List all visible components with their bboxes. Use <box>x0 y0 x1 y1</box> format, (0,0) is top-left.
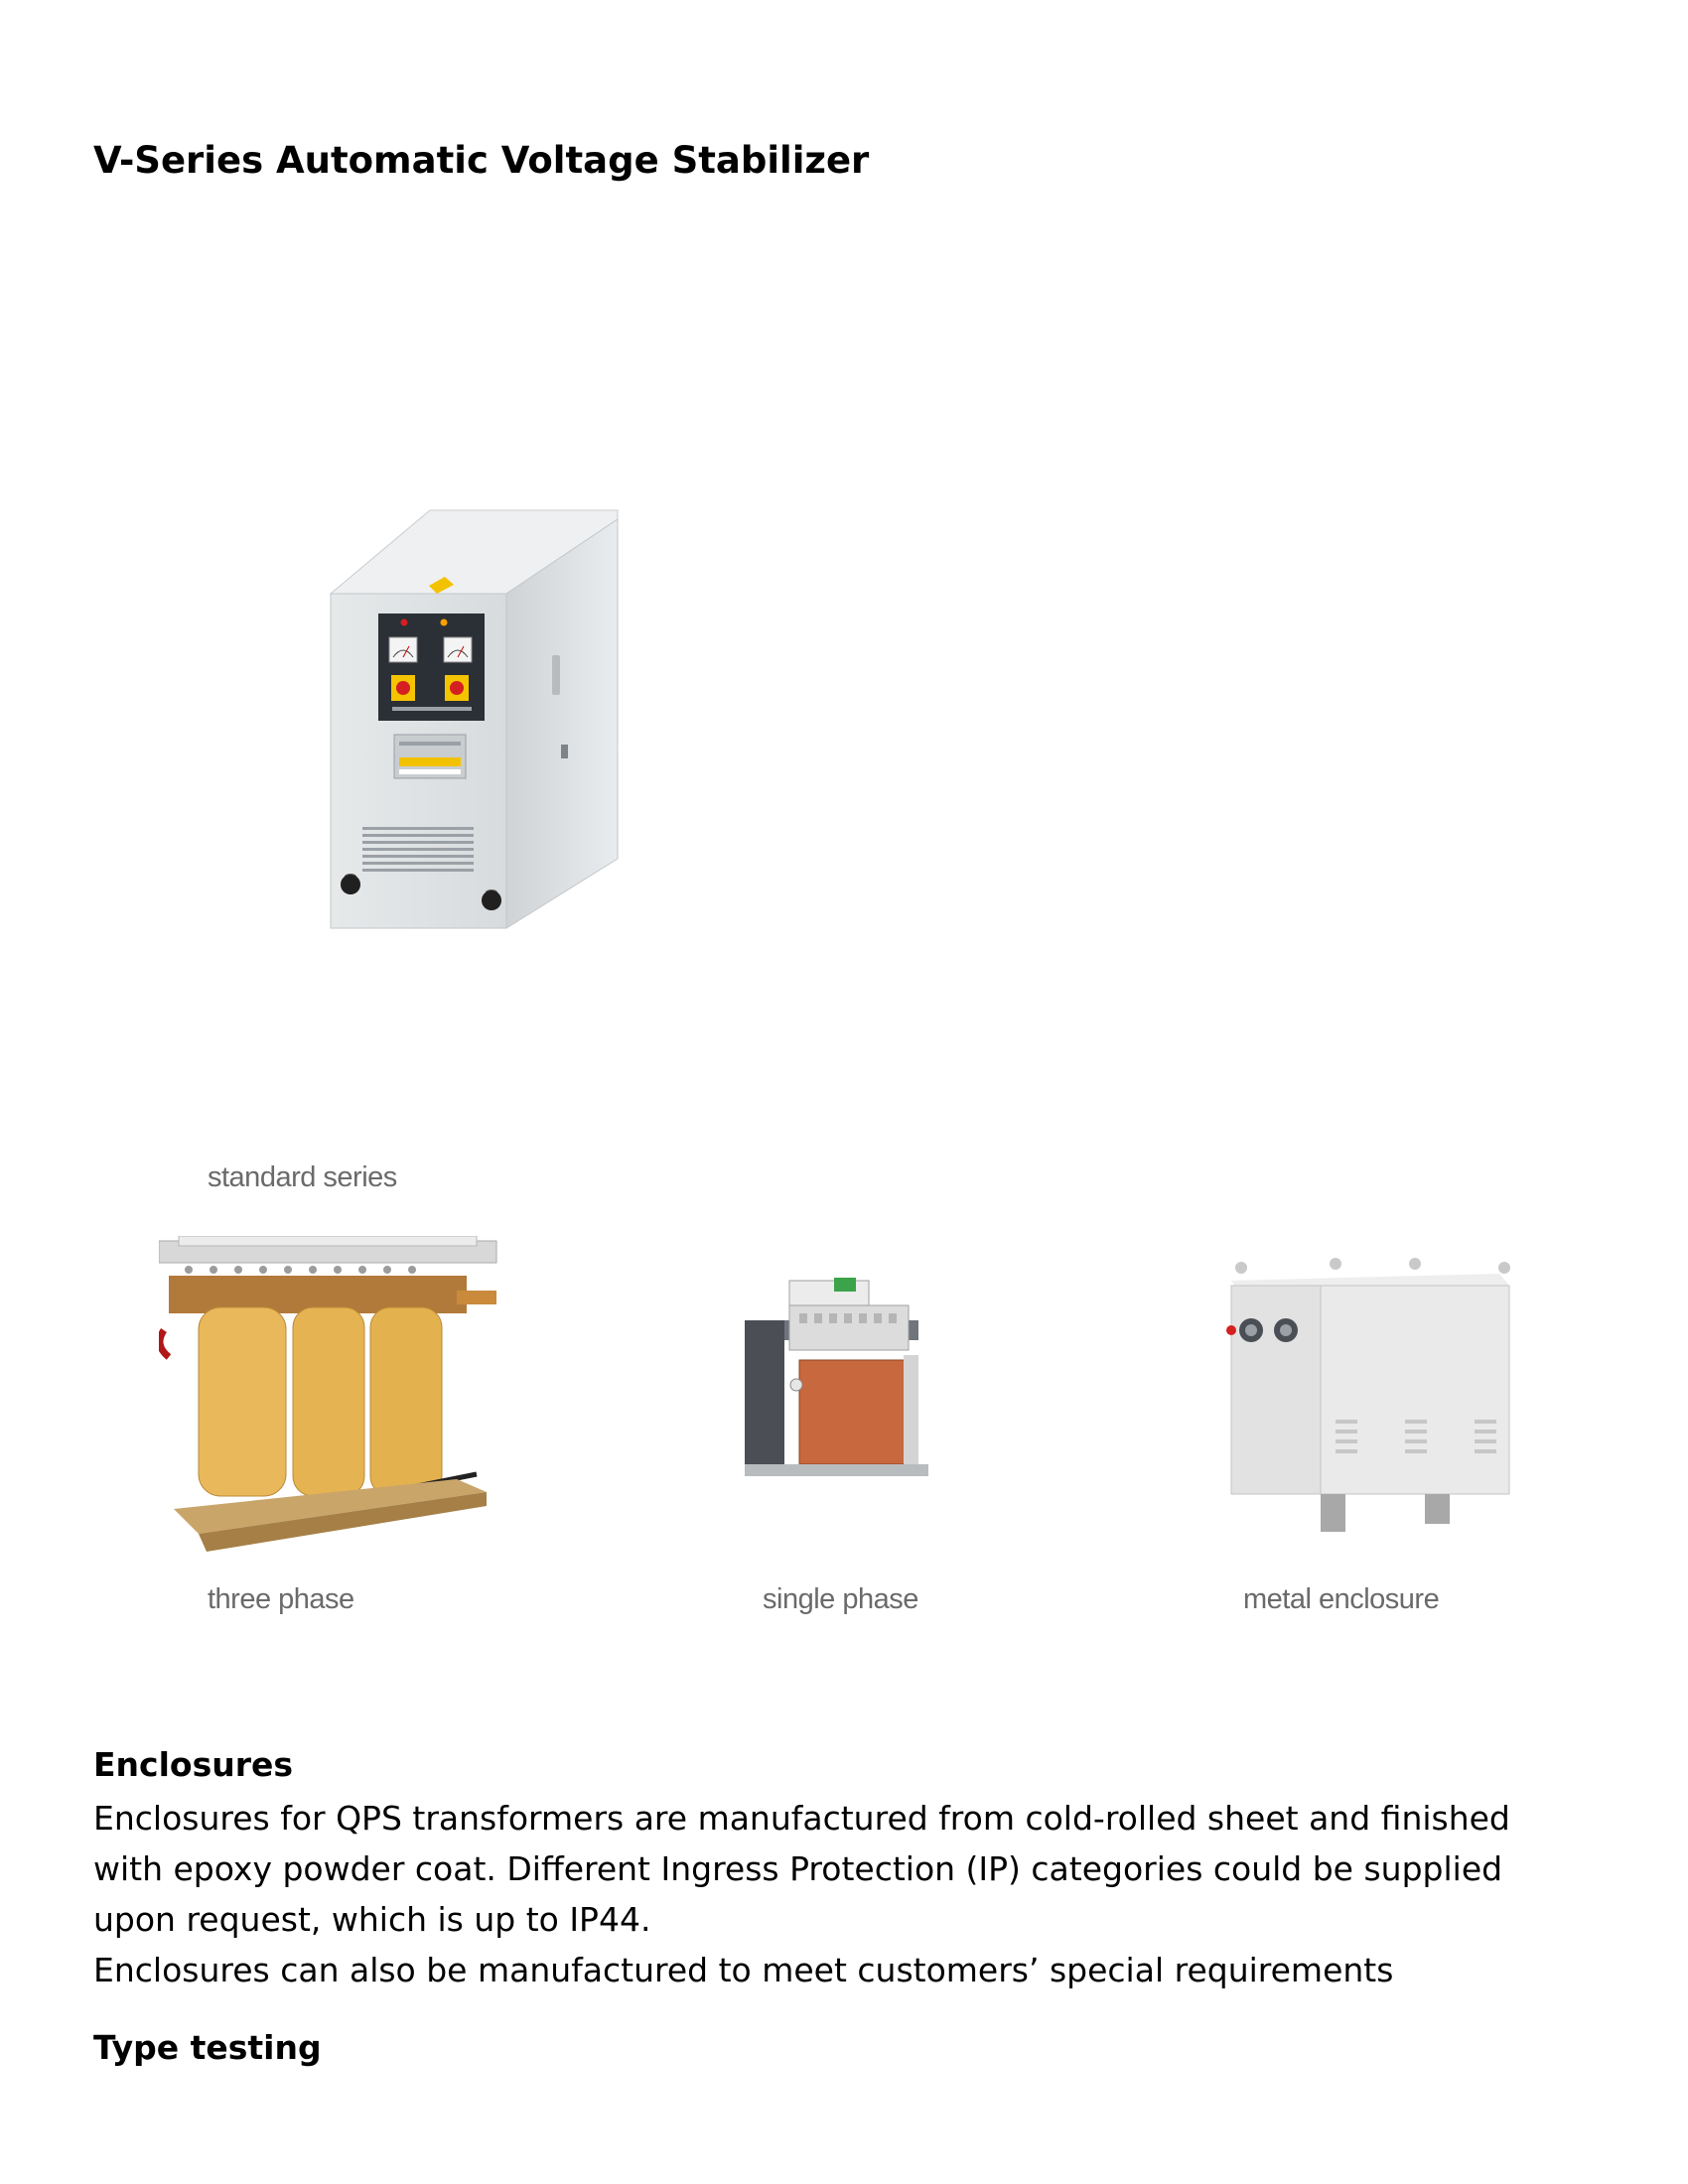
page-title: V-Series Automatic Voltage Stabilizer <box>93 139 870 182</box>
enclosures-line: upon request, which is up to IP44. <box>93 1900 651 1939</box>
voltage-stabilizer-photo <box>318 501 645 938</box>
three-phase-caption: three phase <box>208 1583 354 1615</box>
metal-enclosure-caption: metal enclosure <box>1243 1583 1440 1615</box>
standard-series-heading: standard series <box>208 1161 397 1193</box>
single-phase-transformer-photo <box>735 1276 943 1489</box>
standard-series-figure <box>149 1161 1559 1648</box>
enclosures-text <box>93 1793 1603 1995</box>
three-phase-transformer-photo <box>159 1236 501 1578</box>
enclosures-line: with epoxy powder coat. Different Ingress Protection (IP) categories could be supplied <box>93 1849 1503 1888</box>
metal-enclosure-photo <box>1221 1256 1524 1554</box>
single-phase-caption: single phase <box>763 1583 918 1615</box>
type-testing-heading: Type testing <box>93 2028 322 2067</box>
enclosures-line: Enclosures can also be manufactured to meet customers’ special requirements <box>93 1951 1394 1989</box>
enclosures-line: Enclosures for QPS transformers are manufactured from cold-rolled sheet and finished <box>93 1799 1510 1838</box>
enclosures-heading: Enclosures <box>93 1745 294 1784</box>
